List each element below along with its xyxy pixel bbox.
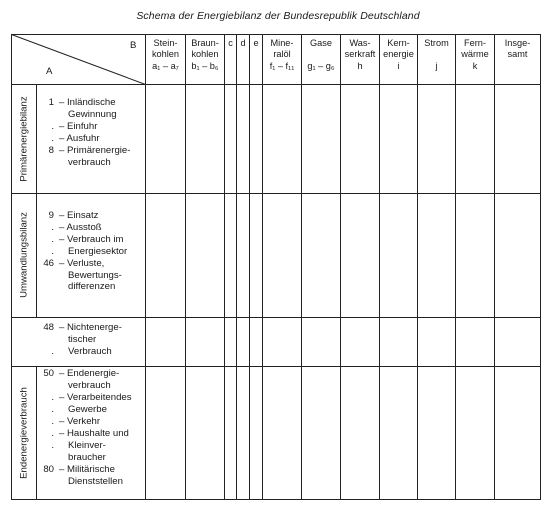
row-label: – Ausstoß	[59, 222, 102, 233]
row-number: .	[51, 346, 54, 357]
row-label: differenzen	[68, 281, 116, 293]
col-insgesamt-header	[495, 38, 540, 72]
section-label: Umwandlungsbilanz	[18, 212, 30, 298]
row-label: Dienststellen	[68, 475, 123, 487]
column-header-line: k	[472, 60, 478, 71]
corner-label-a: A	[46, 66, 53, 77]
col-mineraloel-header	[263, 38, 301, 72]
col-gase-header	[302, 38, 340, 72]
row-label: Verbrauch	[68, 346, 112, 357]
col-c-header	[225, 38, 236, 49]
column-header-line: kohlen	[151, 49, 180, 60]
row-number: .	[51, 133, 54, 144]
col-kernenergie-header	[380, 38, 417, 72]
row-label: braucher	[68, 451, 106, 463]
section-label: Primärenergiebilanz	[18, 95, 30, 182]
col-braunkohlen-header	[186, 38, 224, 72]
row-number: 9	[48, 210, 54, 221]
row-number: .	[51, 428, 54, 439]
row-number: .	[51, 392, 54, 403]
column-header-line: a₁ – a₇	[152, 60, 179, 71]
column-header-line: ralöl	[273, 49, 291, 60]
row-label: verbrauch	[68, 379, 111, 391]
row-number: .	[51, 440, 54, 451]
row-label: Kleinver-	[68, 440, 106, 451]
column-header-line: b₁ – b₆	[191, 60, 219, 71]
row-number: .	[51, 222, 54, 233]
row-label: Energiesektor	[68, 246, 128, 257]
column-header-line: kohlen	[191, 49, 219, 60]
row-number: .	[51, 404, 54, 415]
column-header-line: d	[240, 38, 246, 48]
column-header-line: c	[228, 38, 233, 48]
corner-diagonal	[12, 35, 146, 85]
row-number: 8	[48, 145, 54, 156]
row-label: Bewertungs-	[68, 269, 122, 281]
column-header-line: g₁ – g₆	[307, 60, 335, 71]
column-header-line: Stein-	[153, 38, 178, 48]
row-label: Gewinnung	[68, 108, 117, 120]
row-label: – Einsatz	[59, 210, 99, 221]
row-number: .	[51, 234, 54, 245]
row-label: tischer	[68, 333, 97, 345]
column-header-line: energie	[383, 49, 414, 60]
column-header-line: serkraft	[344, 49, 376, 60]
row-label: Gewerbe	[68, 404, 107, 415]
column-header-line: Braun-	[191, 38, 219, 48]
column-header-line: samt	[507, 49, 528, 60]
column-header-line: Was-	[349, 38, 371, 48]
col-e-header	[250, 38, 262, 49]
row-label: – Primärenergie-	[59, 145, 131, 156]
column-header-line: f₁ – f₁₁	[269, 60, 295, 71]
row-label: – Endenergie-	[59, 368, 120, 379]
row-label: – Verluste,	[59, 258, 105, 269]
column-header-line: h	[357, 60, 363, 71]
row-label: – Inländische	[59, 97, 116, 108]
row-number: 1	[48, 97, 54, 108]
section-label: Endenergieverbrauch	[18, 386, 30, 479]
row-label: – Militärische	[59, 464, 115, 475]
column-header-line: Mine-	[270, 38, 294, 48]
row-label: – Verbrauch im	[59, 234, 124, 245]
row-number: 50	[43, 368, 54, 379]
col-d-header	[237, 38, 249, 49]
row-label: – Nichtenerge-	[59, 322, 122, 333]
column-header-line	[495, 61, 540, 72]
column-header-line	[418, 49, 455, 60]
column-header-line: Kern-	[387, 38, 410, 48]
row-label: verbrauch	[68, 156, 111, 168]
page-title: Schema der Energiebilanz der Bundesrepublik Deutschland	[136, 10, 420, 22]
row-label: – Einfuhr	[59, 121, 98, 132]
row-number: .	[51, 416, 54, 427]
corner-label-b: B	[130, 40, 137, 51]
col-strom-header	[418, 38, 455, 72]
col-fernwaerme-header	[456, 38, 494, 72]
row-number: 48	[43, 322, 54, 333]
column-header-line: Fern-	[464, 38, 486, 48]
row-number: .	[51, 121, 54, 132]
col-wasserkraft-header	[341, 38, 379, 72]
row-label: – Verkehr	[59, 416, 101, 427]
row-number: 80	[43, 464, 54, 475]
row-label: – Verarbeitendes	[59, 392, 132, 403]
column-header-line	[302, 49, 340, 60]
column-header-line: Insge-	[504, 38, 531, 48]
col-steinkohlen-header	[146, 38, 185, 72]
row-label: – Ausfuhr	[59, 133, 100, 144]
row-number: 46	[43, 258, 54, 269]
column-header-line: i	[397, 60, 400, 71]
column-header-line: j	[435, 60, 438, 71]
row-label: – Haushalte und	[59, 428, 129, 439]
column-header-line: wärme	[461, 49, 489, 60]
column-header-line: Gase	[310, 38, 332, 48]
column-header-line: e	[253, 38, 259, 48]
row-number: .	[51, 246, 54, 257]
column-header-line: Strom	[424, 38, 449, 48]
